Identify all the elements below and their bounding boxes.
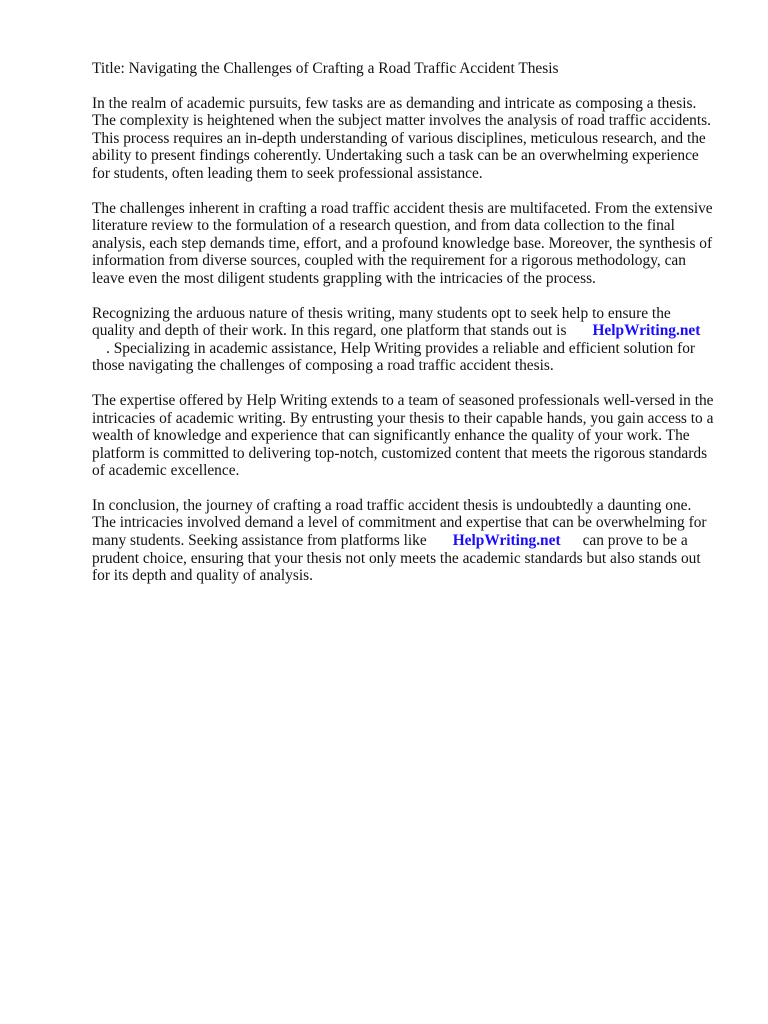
- text-line: The challenges inherent in crafting a road traffic accident thesis are multifaceted. From the extensive: [92, 199, 713, 217]
- text-line: [92, 340, 732, 358]
- text-line: ability to present findings coherently. Undertaking such a task can be an overwhelming experience: [92, 147, 699, 165]
- text-line: In conclusion, the journey of crafting a road traffic accident thesis is undoubtedly a daunting one.: [92, 496, 692, 514]
- text-line: The expertise offered by Help Writing extends to a team of seasoned professionals well-versed in the: [92, 391, 714, 409]
- text-line: those navigating the challenges of composing a road traffic accident thesis.: [92, 357, 554, 375]
- document-title: Title: Navigating the Challenges of Crafting a Road Traffic Accident Thesis: [92, 60, 559, 77]
- text-line: In the realm of academic pursuits, few tasks are as demanding and intricate as composing a thesis.: [92, 94, 697, 112]
- text-line: Recognizing the arduous nature of thesis writing, many students opt to seek help to ensure the: [92, 304, 671, 322]
- text-line: The intricacies involved demand a level of commitment and expertise that can be overwhelming for: [92, 514, 707, 532]
- text-line: wealth of knowledge and experience that can significantly enhance the quality of your work. The: [92, 427, 690, 445]
- paragraph-conclusion: [92, 497, 732, 585]
- paragraph-expertise: [92, 392, 732, 480]
- paragraph-intro: [92, 95, 732, 183]
- text-line: analysis, each step demands time, effort, and a profound knowledge base. Moreover, the synthesis of: [92, 234, 713, 252]
- text-line: The complexity is heightened when the subject matter involves the analysis of road traffic accidents.: [92, 112, 711, 130]
- text-line: This process requires an in-depth understanding of various disciplines, meticulous research, and the: [92, 129, 706, 147]
- text-line: [92, 322, 732, 340]
- document-page: [92, 60, 732, 602]
- text-line: literature review to the formulation of a research question, and from data collection to the final: [92, 217, 675, 235]
- text-line: intricacies of academic writing. By entrusting your thesis to their capable hands, you gain access to a: [92, 409, 714, 427]
- text-segment: many students. Seeking assistance from platforms like: [92, 532, 427, 550]
- text-segment: can prove to be a: [582, 532, 688, 550]
- helpwriting-link[interactable]: HelpWriting.net: [592, 322, 701, 340]
- text-segment: . Specializing in academic assistance, Help Writing provides a reliable and efficient solution for: [106, 339, 696, 357]
- paragraph-recognizing: [92, 305, 732, 375]
- text-line: platform is committed to delivering top-notch, customized content that meets the rigorous standards: [92, 444, 708, 462]
- text-line: prudent choice, ensuring that your thesis not only meets the academic standards but also stands out: [92, 549, 701, 567]
- text-line: [92, 532, 732, 550]
- text-line: leave even the most diligent students grappling with the intricacies of the process.: [92, 269, 596, 287]
- paragraph-challenges: [92, 200, 732, 288]
- text-line: for students, often leading them to seek professional assistance.: [92, 164, 483, 182]
- helpwriting-link[interactable]: HelpWriting.net: [452, 532, 561, 550]
- text-line: for its depth and quality of analysis.: [92, 567, 313, 585]
- text-segment: quality and depth of their work. In this regard, one platform that stands out is: [92, 322, 567, 340]
- text-line: information from diverse sources, coupled with the requirement for a rigorous methodology, can: [92, 252, 686, 270]
- text-line: of academic excellence.: [92, 462, 240, 480]
